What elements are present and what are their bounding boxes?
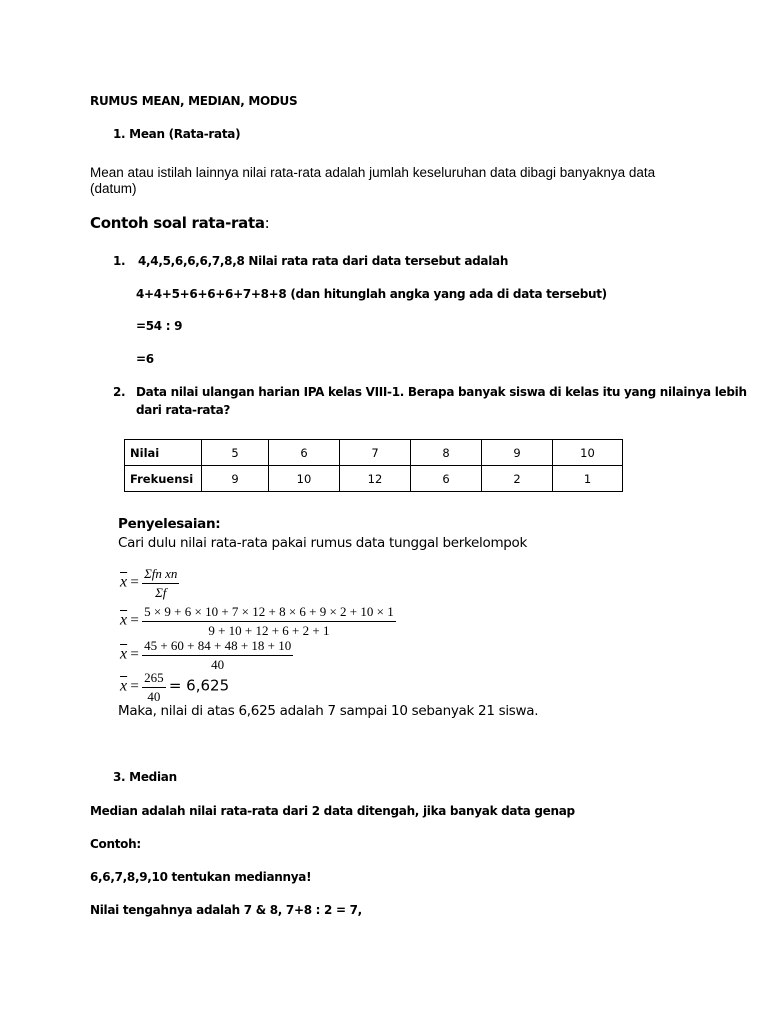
example1-result: =6 bbox=[136, 352, 154, 366]
frequency-table bbox=[124, 439, 623, 492]
table-cell: 10 bbox=[553, 440, 623, 466]
fraction-denominator: 9 + 10 + 12 + 6 + 2 + 1 bbox=[142, 621, 396, 639]
solution-intro: Cari dulu nilai rata-rata pakai rumus data tunggal berkelompok bbox=[118, 535, 528, 551]
table-cell: 12 bbox=[340, 466, 411, 492]
table-row-nilai bbox=[125, 440, 623, 466]
table-cell: 9 bbox=[482, 440, 553, 466]
median-data-line: 6,6,7,8,9,10 tentukan mediannya! bbox=[90, 870, 312, 884]
example2-question-line2: dari rata-rata? bbox=[136, 403, 231, 417]
formula-line-4 bbox=[120, 670, 229, 705]
median-answer-line: Nilai tengahnya adalah 7 & 8, 7+8 : 2 = 7, bbox=[90, 903, 362, 917]
example1-division: =54 : 9 bbox=[136, 319, 183, 333]
fraction-denominator: 40 bbox=[142, 655, 293, 673]
example1-question: 4,4,5,6,6,6,7,8,8 Nilai rata rata dari data tersebut adalah bbox=[138, 254, 509, 268]
xbar-symbol: $\overline{x}$ bbox=[120, 573, 128, 591]
xbar-symbol: $\overline{x}$ bbox=[120, 645, 128, 663]
equals-sign: = bbox=[130, 646, 139, 663]
formula-fraction bbox=[142, 604, 396, 639]
fraction-denominator: 40 bbox=[142, 687, 166, 705]
mean-heading: 1. Mean (Rata-rata) bbox=[113, 127, 241, 141]
document-title: RUMUS MEAN, MEDIAN, MODUS bbox=[90, 94, 298, 108]
median-definition: Median adalah nilai rata-rata dari 2 data ditengah, jika banyak data genap bbox=[90, 804, 575, 818]
xbar-symbol: $\overline{x}$ bbox=[120, 677, 128, 695]
formula-fraction bbox=[142, 566, 179, 601]
fraction-denominator: Σf bbox=[142, 583, 179, 601]
table-header-frekuensi: Frekuensi bbox=[125, 466, 202, 492]
contoh-soal-colon: : bbox=[264, 214, 270, 232]
example2-question-line1: Data nilai ulangan harian IPA kelas VIII-1. Berapa banyak siswa di kelas itu yang nilainya lebih bbox=[136, 385, 747, 399]
formula-line-1 bbox=[120, 566, 179, 601]
table-header-nilai: Nilai bbox=[125, 440, 202, 466]
fraction-numerator: 5 × 9 + 6 × 10 + 7 × 12 + 8 × 6 + 9 × 2 + 10 × 1 bbox=[144, 604, 394, 619]
table-cell: 9 bbox=[202, 466, 269, 492]
table-cell: 8 bbox=[411, 440, 482, 466]
formula-fraction bbox=[142, 670, 166, 705]
mean-definition-line2: (datum) bbox=[90, 181, 137, 196]
table-cell: 5 bbox=[202, 440, 269, 466]
table-cell: 7 bbox=[340, 440, 411, 466]
table-cell: 1 bbox=[553, 466, 623, 492]
equals-sign: = bbox=[130, 678, 139, 695]
xbar-symbol: $\overline{x}$ bbox=[120, 611, 128, 629]
fraction-numerator: Σfn xn bbox=[144, 566, 178, 581]
contoh-soal-heading bbox=[90, 214, 270, 232]
equals-sign: = bbox=[130, 612, 139, 629]
solution-heading: Penyelesaian: bbox=[118, 516, 221, 532]
formula-line-3 bbox=[120, 638, 293, 673]
example1-number: 1. bbox=[113, 254, 126, 268]
equals-sign: = bbox=[130, 574, 139, 591]
contoh-soal-label: Contoh soal rata-rata bbox=[90, 214, 265, 232]
formula-result: = 6,625 bbox=[168, 676, 230, 695]
table-cell: 6 bbox=[411, 466, 482, 492]
table-row-frekuensi bbox=[125, 466, 623, 492]
median-heading: 3. Median bbox=[113, 770, 177, 784]
table-cell: 2 bbox=[482, 466, 553, 492]
median-contoh-label: Contoh: bbox=[90, 837, 141, 851]
formula-fraction bbox=[142, 638, 293, 673]
conclusion: Maka, nilai di atas 6,625 adalah 7 sampai 10 sebanyak 21 siswa. bbox=[118, 703, 539, 719]
formula-line-2 bbox=[120, 604, 396, 639]
mean-definition-line1: Mean atau istilah lainnya nilai rata-rata adalah jumlah keseluruhan data dibagi banyaknya data bbox=[90, 165, 656, 180]
fraction-numerator: 45 + 60 + 84 + 48 + 18 + 10 bbox=[144, 638, 292, 653]
fraction-numerator: 265 bbox=[144, 670, 164, 685]
example2-number: 2. bbox=[113, 385, 126, 399]
table-cell: 10 bbox=[269, 466, 340, 492]
example1-sum: 4+4+5+6+6+6+7+8+8 (dan hitunglah angka yang ada di data tersebut) bbox=[136, 287, 607, 301]
table-cell: 6 bbox=[269, 440, 340, 466]
